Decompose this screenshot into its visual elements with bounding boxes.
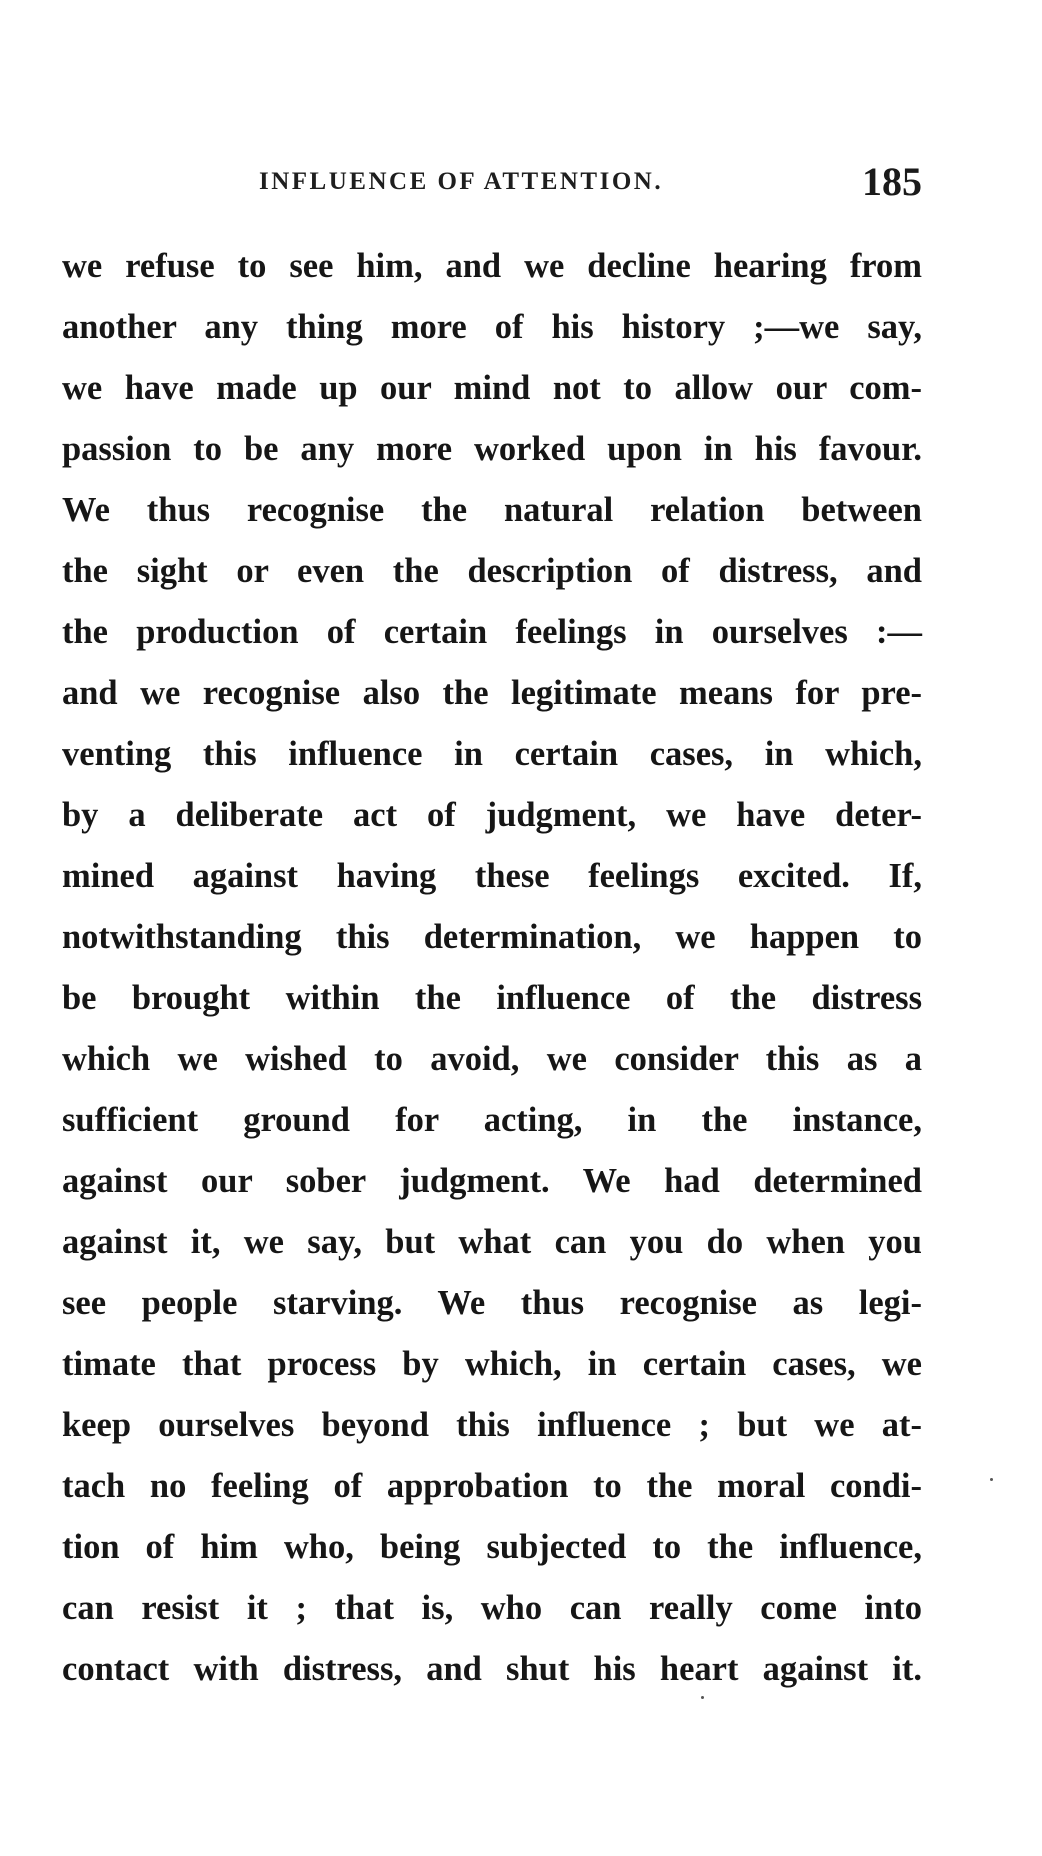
text-line: passion to be any more worked upon in his favour. [62,430,922,468]
page-number: 185 [862,159,922,204]
running-title: INFLUENCE OF ATTENTION. [259,168,664,195]
text-line: be brought within the influence of the distress [62,979,922,1017]
text-line: sufficient ground for acting, in the instance, [62,1101,922,1139]
text-line: tach no feeling of approbation to the moral condi- [62,1467,922,1505]
text-line: against it, we say, but what can you do when you [62,1223,922,1261]
text-line: by a deliberate act of judgment, we have deter- [62,796,922,834]
body-text [62,236,922,1700]
text-line: which we wished to avoid, we consider this as a [62,1040,922,1078]
text-line: another any thing more of his history ;—we say, [62,308,922,346]
text-line: We thus recognise the natural relation between [62,491,922,529]
text-line: venting this influence in certain cases, in which, [62,735,922,773]
ink-speck [701,1696,704,1699]
ink-speck [990,1478,993,1481]
text-line: we refuse to see him, and we decline hearing from [62,247,922,285]
text-line: keep ourselves beyond this influence ; but we at- [62,1406,922,1444]
text-line: against our sober judgment. We had determined [62,1162,922,1200]
text-line: notwithstanding this determination, we happen to [62,918,922,956]
text-line: see people starving. We thus recognise as legi- [62,1284,922,1322]
text-line: mined against having these feelings excited. If, [62,857,922,895]
text-line: the sight or even the description of distress, and [62,552,922,590]
text-line: tion of him who, being subjected to the influence, [62,1528,922,1566]
text-line: timate that process by which, in certain cases, we [62,1345,922,1383]
text-line: can resist it ; that is, who can really come into [62,1589,922,1627]
text-line: contact with distress, and shut his heart against it. [62,1650,922,1688]
text-line: and we recognise also the legitimate means for pre- [62,674,922,712]
text-line: we have made up our mind not to allow our com- [62,369,922,407]
running-head [62,158,922,208]
text-line: the production of certain feelings in ourselves :— [62,613,922,651]
